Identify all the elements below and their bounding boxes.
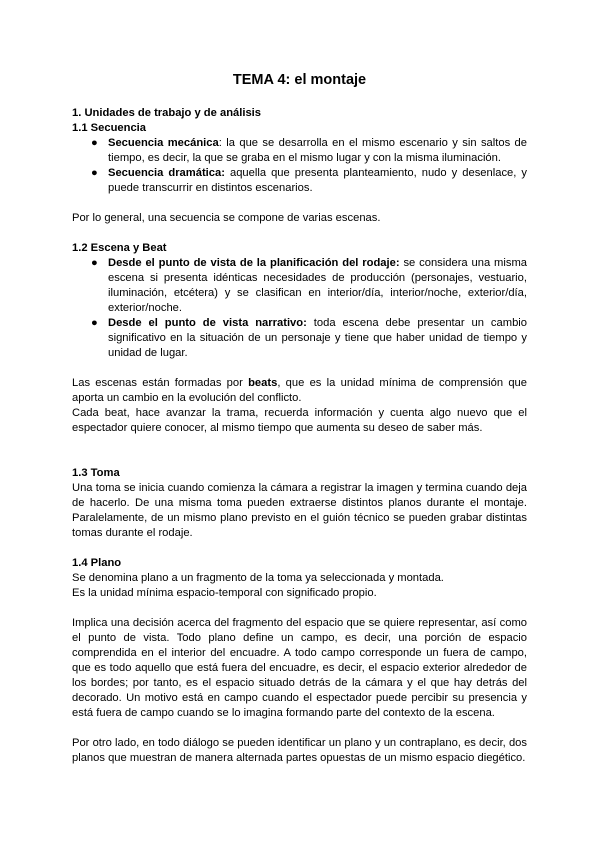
definition: aquella que presenta planteamiento, nudo y desenlace, y puede transcurrir en distintos escenarios. [108,167,527,194]
text-run: , que es la unidad mínima de comprensión que aporta un cambio en la evolución del conflicto. [72,377,527,404]
subsection-heading-1-3: 1.3 Toma [72,467,120,479]
paragraph: Cada beat, hace avanzar la trama, recuerda información y cuenta algo nuevo que el espectador quiere conocer, al mismo tiempo que aumenta su deseo de saber más. [72,407,527,434]
paragraph: Se denomina plano a un fragmento de la toma ya seleccionada y montada. [72,572,444,584]
paragraph: Implica una decisión acerca del fragmento del espacio que se quiere representar, así como el punto de vista. Todo plano define un campo, es decir, una porción de espacio comprendida en el interior del encuadre. A todo campo corresponde un fuera de campo, que es todo aquello que está fuera del encuadre, es decir, el espacio exterior alrededor de los bordes; por tanto, es el espacio situado detrás de la cámara y el que hay detrás del decorado. Un motivo está en campo cuando el espectador puede percibir su presencia y está fuera de campo cuando se lo imagina formando parte del contexto de la escena. [72,617,527,719]
definition: toda escena debe presentar un cambio significativo en la situación de un personaje y tiene que haber unidad de tiempo y unidad de lugar. [108,317,527,359]
escena-list [72,256,527,361]
term: Secuencia dramática: [108,167,225,179]
paragraph [72,376,527,406]
subsection-heading-1-4: 1.4 Plano [72,557,122,569]
secuencia-list [72,136,527,196]
bullet-icon: ● [91,137,98,149]
paragraph: Una toma se inicia cuando comienza la cámara a registrar la imagen y termina cuando deja de hacerlo. De una misma toma pueden extraerse distintos planos durante el montaje. Paralelamente, de un mismo plano previsto en el guión técnico se pueden grabar distintas tomas durante el rodaje. [72,482,527,539]
subsection-heading-1-1: 1.1 Secuencia [72,122,147,134]
page-title: TEMA 4: el montaje [232,72,367,88]
paragraph: Es la unidad mínima espacio-temporal con significado propio. [72,587,377,599]
term: Secuencia mecánica [108,137,219,149]
paragraph: Por otro lado, en todo diálogo se pueden identificar un plano y un contraplano, es decir, dos planos que muestran de manera alternada partes opuestas de un mismo espacio diegético. [72,737,527,764]
paragraph: Por lo general, una secuencia se compone de varias escenas. [72,212,381,224]
subsection-heading-1-2: 1.2 Escena y Beat [72,242,167,254]
bold-term: beats [248,377,278,389]
list-item [91,166,527,196]
list-item [91,136,527,166]
bullet-icon: ● [91,167,98,179]
definition: : la que se desarrolla en el mismo escenario y sin saltos de tiempo, es decir, la que se graba en el mismo lugar y con la misma iluminación. [108,137,527,164]
list-item [91,256,527,316]
text-run: Las escenas están formadas por [72,377,249,389]
section-heading-1: 1. Unidades de trabajo y de análisis [72,107,262,119]
term: Desde el punto de vista narrativo: [108,317,307,329]
bullet-icon: ● [91,317,98,329]
term: Desde el punto de vista de la planificación del rodaje: [108,257,400,269]
document-page [72,72,527,766]
bullet-icon: ● [91,257,98,269]
definition: se considera una misma escena si presenta idénticas necesidades de producción (personajes, vestuario, iluminación, etcétera) y se clasifican en interior/día, interior/noche, exterior/día, exterior/noche. [108,257,527,314]
list-item [91,316,527,361]
